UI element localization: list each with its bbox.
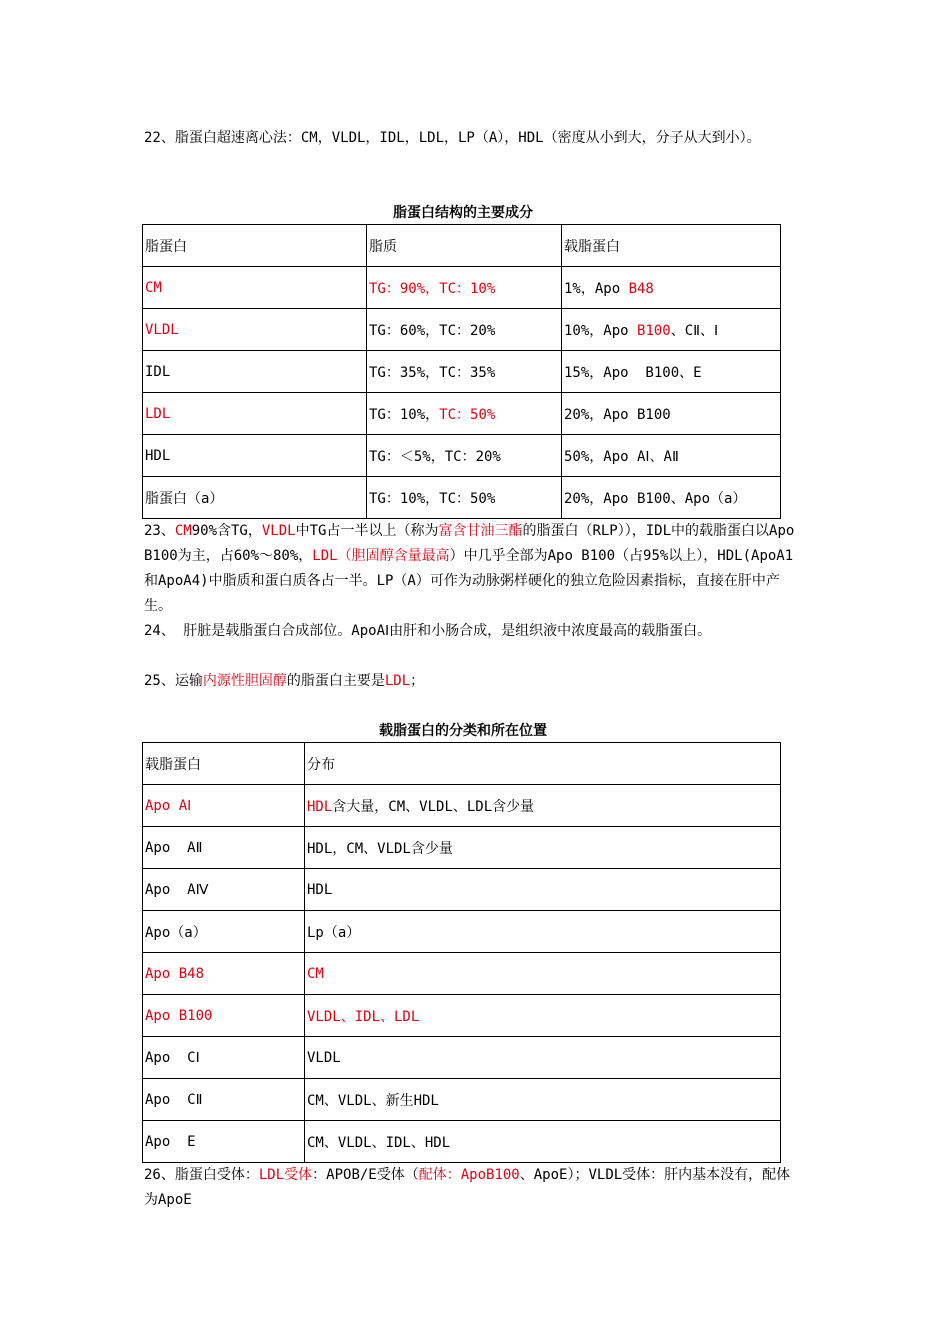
table-cell: 20%，Apo B100 [562, 393, 781, 435]
text-run: ； [410, 673, 425, 689]
text-run: 、ApoE）；VLDL受体：肝内基本没有，配体为ApoE [144, 1167, 791, 1208]
cell-text: TG：10%， [369, 406, 440, 423]
table-cell: LDL [143, 393, 367, 435]
apolipoprotein-distribution-table [142, 742, 781, 1163]
text-run: ：APOB/E受体（ [312, 1167, 419, 1183]
table-cell: CM [143, 267, 367, 309]
header-cell: 载脂蛋白 [562, 225, 781, 267]
paragraph-25 [144, 669, 804, 694]
table-cell: Apo E [143, 1121, 305, 1163]
table-cell: Apo CⅡ [143, 1079, 305, 1121]
table-cell: HDL [305, 869, 781, 911]
table-cell: CM、VLDL、IDL、HDL [305, 1121, 781, 1163]
text-highlight: 富含甘油三酯 [438, 523, 523, 539]
table-cell: HDL，CM、VLDL含少量 [305, 827, 781, 869]
text-highlight: LDL受体 [258, 1167, 313, 1183]
text-run: 26、脂蛋白受体： [144, 1167, 259, 1183]
table-cell: 50%，Apo AⅠ、AⅡ [562, 435, 781, 477]
cell-highlight: TC：50% [439, 406, 496, 423]
cell-text: 含大量，CM、VLDL、LDL含少量 [332, 798, 535, 815]
table-cell [367, 393, 562, 435]
text-run: 的脂蛋白（RLP）），IDL中的载脂蛋白以Apo B100为主，占60%～80%， [144, 523, 795, 564]
table-row [143, 477, 781, 519]
text-highlight: CM [174, 523, 192, 539]
table-row [143, 911, 781, 953]
cell-text: 、CⅡ、Ⅰ [670, 322, 719, 339]
table-cell: Apo AⅠ [143, 785, 305, 827]
table-row [143, 1037, 781, 1079]
text-run: 90%含TG， [191, 523, 262, 539]
header-cell: 分布 [305, 743, 781, 785]
table-cell: TG：35%，TC：35% [367, 351, 562, 393]
table-cell: Apo AⅣ [143, 869, 305, 911]
table-row [143, 785, 781, 827]
cell-text: 10%，Apo [564, 322, 638, 339]
table2-caption: 载脂蛋白的分类和所在位置 [379, 723, 547, 739]
table-cell: CM [305, 953, 781, 995]
table1-caption: 脂蛋白结构的主要成分 [393, 205, 533, 221]
cell-highlight: HDL [307, 798, 333, 815]
table-header-row [143, 225, 781, 267]
table-cell: IDL [143, 351, 367, 393]
table-cell: Apo B100 [143, 995, 305, 1037]
table-cell: VLDL、IDL、LDL [305, 995, 781, 1037]
table-cell: TG：＜5%，TC：20% [367, 435, 562, 477]
text-highlight: 配体：ApoB100 [418, 1167, 520, 1183]
text-run: 25、运输 [144, 673, 203, 689]
table-cell: Apo（a） [143, 911, 305, 953]
paragraph-26 [144, 1163, 804, 1213]
lipoprotein-composition-table [142, 224, 781, 519]
table-cell: HDL [143, 435, 367, 477]
table-row [143, 267, 781, 309]
table-row [143, 995, 781, 1037]
text-highlight: LDL [384, 673, 411, 689]
table-cell: 脂蛋白（a） [143, 477, 367, 519]
table-cell [305, 785, 781, 827]
table-row [143, 435, 781, 477]
table-row [143, 827, 781, 869]
table-cell: CM、VLDL、新生HDL [305, 1079, 781, 1121]
table-cell: 15%，Apo B100、E [562, 351, 781, 393]
table-row [143, 309, 781, 351]
text-run: ）中几乎全部为Apo B100（占95%以上），HDL(ApoA1和ApoA4)中脂质和蛋白质各占一半。LP（A）可作为动脉粥样硬化的独立危险因素指标，直接在肝中产生。 [144, 548, 794, 614]
text-highlight: VLDL [261, 523, 296, 539]
table-row [143, 869, 781, 911]
table-row [143, 1121, 781, 1163]
cell-text: 1%，Apo [564, 280, 629, 297]
header-cell: 载脂蛋白 [143, 743, 305, 785]
text-highlight: LDL（胆固醇含量最高 [312, 548, 450, 564]
table-cell: VLDL [143, 309, 367, 351]
table-cell: Lp（a） [305, 911, 781, 953]
table-cell: TG：60%，TC：20% [367, 309, 562, 351]
table-cell: TG：90%，TC：10% [367, 267, 562, 309]
table-row [143, 393, 781, 435]
table-cell [562, 267, 781, 309]
text-highlight: 内源性胆固醇 [202, 673, 287, 689]
table-cell: Apo AⅡ [143, 827, 305, 869]
table-cell [562, 309, 781, 351]
cell-highlight: B48 [628, 280, 654, 297]
table-cell: VLDL [305, 1037, 781, 1079]
table-row [143, 351, 781, 393]
table-cell: 20%，Apo B100、Apo（a） [562, 477, 781, 519]
table-cell: TG：10%，TC：50% [367, 477, 562, 519]
text-run: 的脂蛋白主要是 [286, 673, 385, 689]
table-header-row [143, 743, 781, 785]
table-row [143, 1079, 781, 1121]
header-cell: 脂蛋白 [143, 225, 367, 267]
cell-highlight: B100 [637, 322, 671, 339]
table-cell: Apo B48 [143, 953, 305, 995]
paragraph-22: 22、脂蛋白超速离心法：CM，VLDL，IDL，LDL，LP（A），HDL（密度从小到大，分子从大到小）。 [144, 130, 761, 146]
text-run: 中TG占一半以上（称为 [295, 523, 439, 539]
header-cell: 脂质 [367, 225, 562, 267]
paragraph-24: 24、 肝脏是载脂蛋白合成部位。ApoAⅠ由肝和小肠合成，是组织液中浓度最高的载脂蛋白。 [144, 623, 712, 639]
table-cell: Apo CⅠ [143, 1037, 305, 1079]
table-row [143, 953, 781, 995]
paragraph-23 [144, 519, 804, 619]
text-run: 23、 [144, 523, 175, 539]
